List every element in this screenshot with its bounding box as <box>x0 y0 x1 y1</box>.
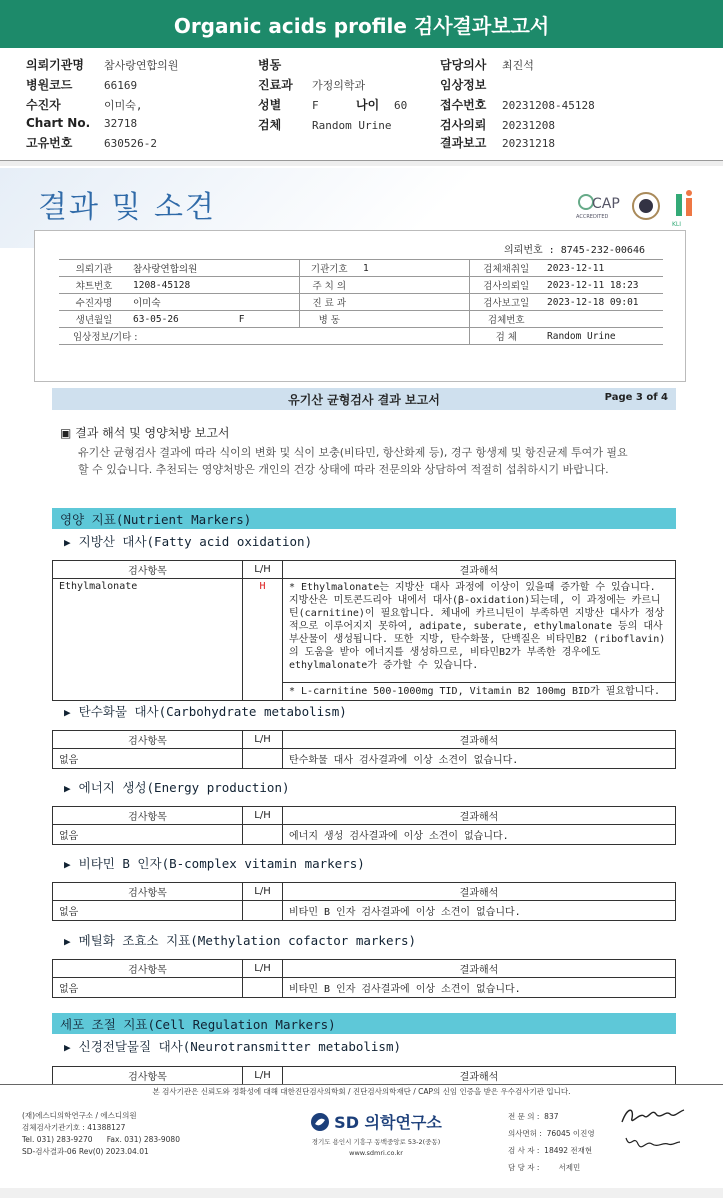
subsection-energy: ▶ 에너지 생성(Energy production) <box>64 780 290 795</box>
header-field: 결과보고 20231218 <box>440 136 555 150</box>
triangle-right-icon: ▶ <box>64 935 71 948</box>
header-field: 검사의뢰 20231208 <box>440 118 555 132</box>
report-section-bar <box>52 388 676 410</box>
table-row: 없음 비타민 B 인자 검사결과에 이상 소견이 없습니다. <box>53 978 676 998</box>
kli-text: KLI <box>672 221 682 228</box>
subsection-methylation: ▶ 메틸화 조효소 지표(Methylation cofactor markers) <box>64 933 417 948</box>
header-field: Chart No. 32718 <box>26 116 138 130</box>
signature-1 <box>618 1102 688 1130</box>
patient-meta-table <box>59 259 663 345</box>
subsection-neurotransmitter: ▶ 신경전달물질 대사(Neurotransmitter metabolism) <box>64 1039 401 1054</box>
footer-divider <box>0 1084 723 1085</box>
header-field: 고유번호 630526-2 <box>26 136 157 150</box>
meta-row: 의뢰기관 참사랑연합의원 기관기호 1 검체채취일 2023-12-11 <box>59 260 663 277</box>
bottom-strip <box>0 1188 723 1198</box>
header-field: 진료과 가정의학과 <box>258 78 366 92</box>
footer-signatories: 전 문 의 : 837 의사면허 : 76045 이진영 검 사 자 : 18492 전재현 담 당 자 : 서제민 <box>508 1112 595 1172</box>
result-table-methylation <box>52 959 676 998</box>
triangle-right-icon: ▶ <box>64 706 71 719</box>
signature-2 <box>622 1130 682 1154</box>
page-indicator: Page 3 of 4 <box>604 392 668 403</box>
table-header-row: 검사항목 L/H 결과해석 <box>53 883 676 901</box>
kli-bar-2 <box>686 198 692 216</box>
interpretation-heading: ▣ 결과 해석 및 영양처방 보고서 <box>60 426 230 440</box>
brand-logo: SD 의학연구소 <box>296 1110 456 1133</box>
cap-text: CAP <box>592 196 620 212</box>
result-table-carbohydrate <box>52 730 676 769</box>
table-header-row: 검사항목 L/H 결과해석 <box>53 960 676 978</box>
sd-logo-icon <box>310 1112 330 1132</box>
table-row: 없음 에너지 생성 검사결과에 이상 소견이 없습니다. <box>53 825 676 845</box>
report-title: Organic acids profile 검사결과보고서 <box>173 13 550 38</box>
kli-dot <box>686 190 692 196</box>
result-table-b-complex <box>52 882 676 921</box>
report-banner <box>0 0 723 48</box>
table-row: * L-carnitine 500-1000mg TID, Vitamin B2 100mg BID가 필요합니다. <box>53 683 676 701</box>
brand-address: 경기도 용인시 기흥구 동백중앙로 53-2(중동) www.sdmri.co.kr <box>311 1138 441 1157</box>
header-info <box>0 52 723 160</box>
accreditation-note: 본 검사기관은 신뢰도와 정확성에 대해 대한진단검사의학회 / 진단검사의학재단 / CAP의 신임 인증을 받은 우수검사기관 입니다. <box>152 1087 571 1096</box>
header-divider <box>0 160 723 166</box>
subsection-fatty-acid: ▶ 지방산 대사(Fatty acid oxidation) <box>64 534 313 549</box>
table-header-row: 검사항목 L/H 결과해석 <box>53 731 676 749</box>
accreditation-logos-graphic <box>572 188 722 228</box>
cap-icon <box>579 195 593 209</box>
accreditation-logos <box>572 188 722 228</box>
subsection-b-complex: ▶ 비타민 B 인자(B-complex vitamin markers) <box>64 856 365 871</box>
header-field: 병동 <box>258 58 282 72</box>
footer-brand-block <box>296 1110 456 1159</box>
header-field: 의뢰기관명 참사랑연합의원 <box>26 58 179 72</box>
footer-lab-info: (재)에스디의학연구소 / 에스디의원 검체검사기관기호 : 41388127 Tel. 031) 283-9270 Fax. 031) 283-9080 SD-검사결과-06 Rev(0) 2023.04.01 <box>22 1111 180 1156</box>
table-row: 없음 탄수화물 대사 검사결과에 이상 소견이 없습니다. <box>53 749 676 769</box>
header-field: 임상정보 <box>440 78 487 92</box>
table-header-row: 검사항목 L/H 결과해석 <box>53 561 676 579</box>
meta-row: 수진자명 이미숙 진 료 과 검사보고일 2023-12-18 09:01 <box>59 294 663 311</box>
triangle-right-icon: ▶ <box>64 858 71 871</box>
cap-sub-text: ACCREDITED <box>576 214 609 220</box>
table-header-row: 검사항목 L/H 결과해석 <box>53 807 676 825</box>
result-table-energy <box>52 806 676 845</box>
kli-bar-1 <box>676 194 682 216</box>
report-sheet <box>0 168 723 1198</box>
subsection-carbohydrate: ▶ 탄수화물 대사(Carbohydrate metabolism) <box>64 704 347 719</box>
result-table-neurotransmitter <box>52 1066 676 1085</box>
interpretation-body: 유기산 균형검사 결과에 따라 식이의 변화 및 식이 보충(비타민, 항산화제 등), 경구 항생제 및 항진균제 투여가 필요할 수 있습니다. 추천되는 영양처방은 개인의 건강 상태에 따라 전문의와 상담하여 적절히 섭취하시기 바랍니다. <box>78 446 628 476</box>
header-field: 나이 60 <box>356 98 408 112</box>
category-nutrient-markers: 영양 지표(Nutrient Markers) <box>52 508 676 529</box>
triangle-right-icon: ▶ <box>64 782 71 795</box>
report-section-title: 유기산 균형검사 결과 보고서 <box>288 393 440 407</box>
header-field: 수진자 이미숙, <box>26 98 143 112</box>
meta-row: 생년월일 63-05-26 F 병 동 검체번호 <box>59 311 663 328</box>
meta-row: 챠트번호 1208-45128 주 치 의 검사의뢰일 2023-12-11 18:23 <box>59 277 663 294</box>
request-number: 의뢰번호 : 8745-232-00646 <box>504 245 645 256</box>
patient-meta-box <box>34 230 686 382</box>
header-field: 병원코드 66169 <box>26 78 138 92</box>
category-cell-regulation: 세포 조절 지표(Cell Regulation Markers) <box>52 1013 676 1034</box>
header-field: 검체 Random Urine <box>258 118 392 132</box>
triangle-right-icon: ▶ <box>64 536 71 549</box>
header-field: 접수번호 20231208-45128 <box>440 98 595 112</box>
table-header-row: 검사항목 L/H 결과해석 <box>53 1067 676 1085</box>
results-title: 결과 및 소견 <box>38 190 216 225</box>
result-table-fatty-acid <box>52 560 676 701</box>
triangle-right-icon: ▶ <box>64 1041 71 1054</box>
table-row: Ethylmalonate H * Ethylmalonate는 지방산 대사 과정에 이상이 있을때 증가할 수 있습니다. 지방산은 미토콘드리아 내에서 대사(β-oxidation)되는데, 이 과정에는 카르니틴(carnitine)이 필요합니다. 체내에 카르니틴이 부족하면 지방산 대사가 정상적으로 이루어지지 못하여, adipate, suberate, ethylmalonate 등의 대사 부산물이 생성됩니다. 또한 지방, 탄수화물, 단백질은 비타민B2 (riboflavin)의 도움을 받아 에너지를 생성하므로, 비타민B2가 부족한 경우에도 ethylmalonate가 증가할 수 있습니다. <box>53 579 676 683</box>
table-row: 없음 비타민 B 인자 검사결과에 이상 소견이 없습니다. <box>53 901 676 921</box>
meta-row: 임상정보/기타 : 검 체 Random Urine <box>59 328 663 345</box>
header-field: 담당의사 최진석 <box>440 58 534 72</box>
seal-core <box>639 199 653 213</box>
header-field: 성별 F <box>258 98 319 112</box>
